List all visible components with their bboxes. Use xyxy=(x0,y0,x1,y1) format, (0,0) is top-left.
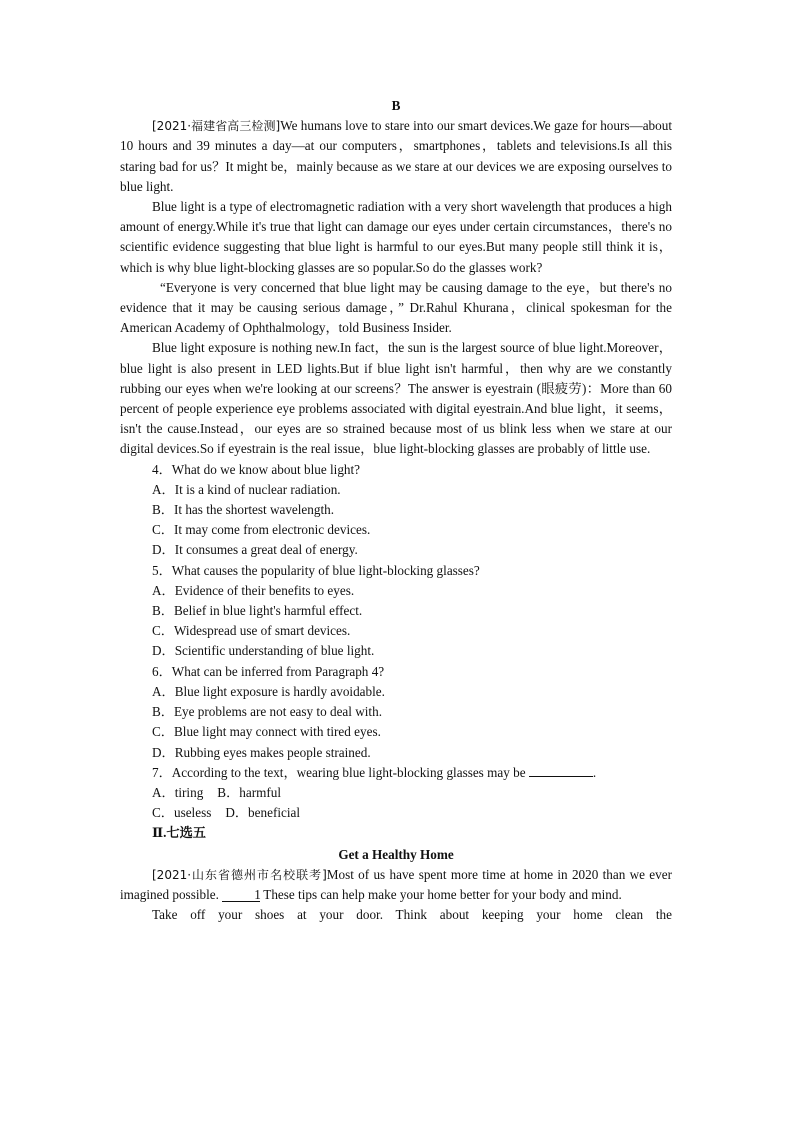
section2-paragraph-2: Take off your shoes at your door. Think about keeping your home clean the xyxy=(152,907,672,923)
source-tag: [2021·福建省高三检测] xyxy=(152,119,281,134)
option-d: D．It consumes a great deal of energy. xyxy=(152,542,358,558)
option-c: C．Widespread use of smart devices. xyxy=(152,623,351,639)
option-b: B．harmful xyxy=(217,784,282,800)
option-d: D．Rubbing eyes makes people strained. xyxy=(152,744,371,760)
question-7 xyxy=(120,763,672,824)
option-d: D．Scientific understanding of blue light. xyxy=(152,643,375,659)
question-4 xyxy=(120,460,672,561)
option-c: C．It may come from electronic devices. xyxy=(152,522,371,538)
section2-paragraph-1: [2021·山东省德州市名校联考]Most of us have spent more time at home in 2020 than we ever imagined possible. 1 These tips can help make your home better for your body and mind. xyxy=(120,866,672,902)
paragraph-2: Blue light is a type of electromagnetic radiation with a very short wavelength that produces a high amount of energy.While it's true that light can damage our eyes under certain circumstances，there's no scientific evidence suggesting that blue light is harmful to our eyes.But many people still think it is，which is why blue light-blocking glasses are so popular.So do the glasses work? xyxy=(120,199,672,275)
option-a: A．Evidence of their benefits to eyes. xyxy=(152,582,355,598)
question-stem: 4．What do we know about blue light? xyxy=(152,461,361,477)
option-a: A．Blue light exposure is hardly avoidable. xyxy=(152,683,385,699)
question-stem: 6．What can be inferred from Paragraph 4? xyxy=(152,663,385,679)
question-5 xyxy=(120,561,672,662)
option-row-cd xyxy=(120,803,672,823)
option-a: A．It is a kind of nuclear radiation. xyxy=(152,481,341,497)
option-b: B．Belief in blue light's harmful effect. xyxy=(152,603,363,619)
passage-letter: B xyxy=(391,98,401,113)
option-c: C．Blue light may connect with tired eyes. xyxy=(152,724,381,740)
option-b: B．Eye problems are not easy to deal with. xyxy=(152,704,382,720)
source-tag: [2021·山东省德州市名校联考] xyxy=(152,867,327,882)
option-d: D．beneficial xyxy=(225,805,301,821)
section-title: Get a Healthy Home xyxy=(338,846,454,862)
paragraph-3: “Everyone is very concerned that blue light may be causing damage to the eye，but there's no evidence that it may be causing serious damage，” Dr.Rahul Khurana，clinical spokesman for the American Academy of Ophthalmology，told Business Insider. xyxy=(120,279,672,336)
section-label: Ⅱ.七选五 xyxy=(152,825,206,841)
document-page xyxy=(120,96,672,925)
question-6 xyxy=(120,662,672,763)
option-c: C．useless xyxy=(152,805,212,821)
numbered-blank: 1 xyxy=(222,889,260,902)
paragraph-1: [2021·福建省高三检测]We humans love to stare into our smart devices.We gaze for hours—about 10 hours and 39 minutes a day—at our computers，smartphones，tablets and televisions.Is all this staring bad for us？It might be，mainly because as we stare at our devices we are exposing ourselves to blue light. xyxy=(120,118,673,194)
option-row-ab xyxy=(120,783,672,803)
option-a: A．tiring xyxy=(152,784,204,800)
question-stem: 5．What causes the popularity of blue light-blocking glasses? xyxy=(152,562,480,578)
paragraph-4: Blue light exposure is nothing new.In fact，the sun is the largest source of blue light.Moreover，blue light is also present in LED lights.But if blue light isn't harmful，then why are we constantly rubbing our eyes when we're looking at our screens？The answer is eyestrain (眼疲劳)：More than 60 percent of people experience eye problems associated with digital eyestrain.And blue light，it seems，isn't the cause.Instead，our eyes are so strained because most of us blink less when we stare at our digital devices.So if eyestrain is the real issue，blue light-blocking glasses are probably of little use. xyxy=(120,340,672,457)
answer-blank xyxy=(529,764,593,777)
option-b: B．It has the shortest wavelength. xyxy=(152,502,335,518)
question-stem: 7．According to the text，wearing blue light-blocking glasses may be . xyxy=(152,764,597,780)
